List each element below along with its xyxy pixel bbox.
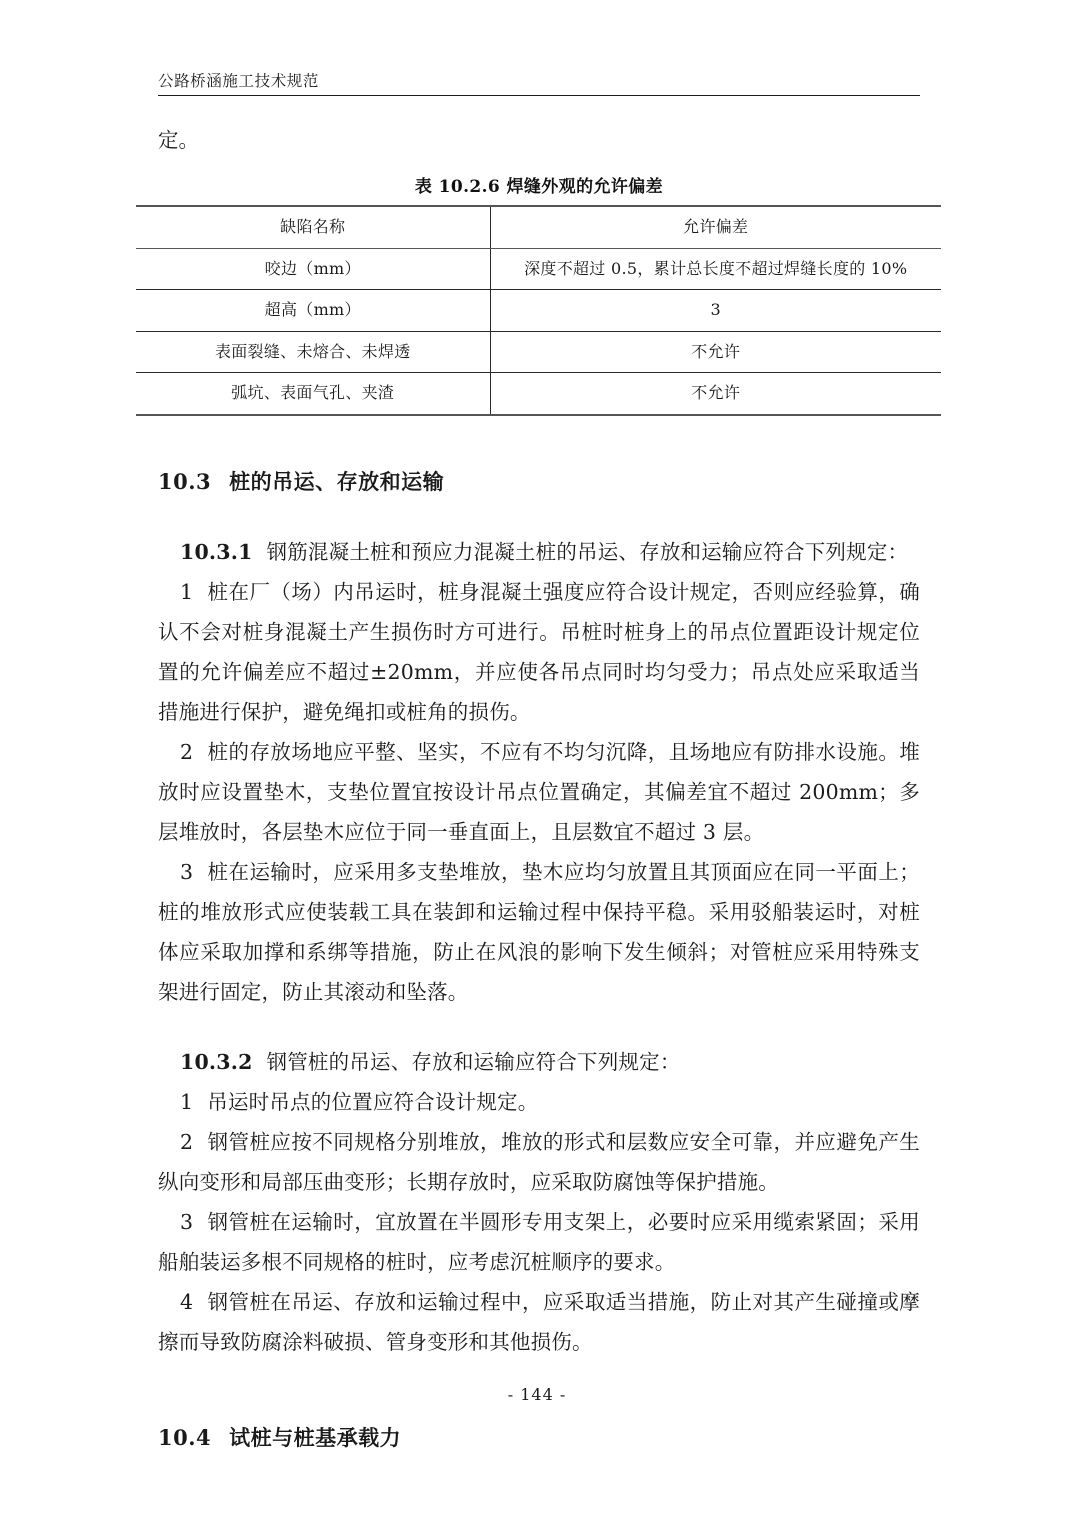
item-number: 1 [180,1089,194,1114]
weld-tolerance-table [136,205,941,416]
section-number: 10.4 [158,1424,212,1450]
section-heading-10-3 [158,462,920,502]
item-text: 钢管桩在吊运、存放和运输过程中，应采取适当措施，防止对其产生碰撞或摩擦而导致防腐涂料破损、管身变形和其他损伤。 [158,1289,920,1354]
item-text: 吊运时吊点的位置应符合设计规定。 [207,1089,539,1114]
item-number: 2 [180,1129,194,1154]
page-content [158,120,920,1458]
table-header-row [136,206,941,248]
item-text: 钢管桩在运输时，宜放置在半圆形专用支架上，必要时应采用缆索紧固；采用船舶装运多根不同规格的桩时，应考虑沉桩顺序的要求。 [158,1209,920,1274]
clause-text: 钢筋混凝土桩和预应力混凝土桩的吊运、存放和运输应符合下列规定： [266,539,909,564]
clause-10-3-1-item-3 [158,852,920,1012]
clause-10-3-1-item-2 [158,732,920,852]
clause-10-3-2-item-2 [158,1122,920,1202]
section-title: 桩的吊运、存放和运输 [229,468,445,494]
section-number: 10.3 [158,468,212,494]
item-number: 1 [180,579,194,604]
clause-number: 10.3.1 [180,539,253,564]
table-cell-defect: 超高（mm） [136,290,490,332]
clause-10-3-1 [158,532,920,572]
table-caption: 表 10.2.6 焊缝外观的允许偏差 [414,177,664,197]
item-text: 桩在厂（场）内吊运时，桩身混凝土强度应符合设计规定，否则应经验算，确认不会对桩身混凝土产生损伤时方可进行。吊桩时桩身上的吊点位置距设计规定位置的允许偏差应不超过±20mm，并应使各吊点同时均匀受力；吊点处应采取适当措施进行保护，避免绳扣或桩角的损伤。 [158,579,920,724]
table-col-header-tolerance: 允许偏差 [490,206,941,248]
page-number: - 144 - [507,1385,567,1404]
item-text: 桩在运输时，应采用多支垫堆放，垫木应均匀放置且其顶面应在同一平面上；桩的堆放形式应使装载工具在装卸和运输过程中保持平稳。采用驳船装运时，对桩体应采取加撑和系绑等措施，防止在风浪的影响下发生倾斜；对管桩应采用特殊支架进行固定，防止其滚动和坠落。 [158,859,920,1004]
table-cell-tolerance: 不允许 [490,331,941,373]
table-cell-defect: 表面裂缝、未熔合、未焊透 [136,331,490,373]
table-col-header-defect: 缺陷名称 [136,206,490,248]
clause-10-3-1-item-1 [158,572,920,732]
table-cell-defect: 弧坑、表面气孔、夹渣 [136,373,490,415]
item-text: 钢管桩应按不同规格分别堆放，堆放的形式和层数应安全可靠，并应避免产生纵向变形和局部压曲变形；长期存放时，应采取防腐蚀等保护措施。 [158,1129,920,1194]
header-rule [158,95,920,96]
clause-10-3-2 [158,1042,920,1082]
clause-10-3-2-item-1 [158,1082,920,1122]
clause-10-3-2-item-3 [158,1202,920,1282]
table-cell-tolerance: 深度不超过 0.5，累计总长度不超过焊缝长度的 10% [490,248,941,290]
item-number: 2 [180,739,194,764]
spacer [158,1012,920,1042]
orphan-line: 定。 [158,128,199,152]
clause-10-3-2-item-4 [158,1282,920,1362]
table-cell-tolerance: 不允许 [490,373,941,415]
item-text: 桩的存放场地应平整、坚实，不应有不均匀沉降，且场地应有防排水设施。堆放时应设置垫木，支垫位置宜按设计吊点位置确定，其偏差宜不超过 200mm；多层堆放时，各层垫木应位于同一垂直面上，且层数宜不超过 3 层。 [158,739,920,844]
table-row [136,248,941,290]
item-number: 3 [180,859,194,884]
running-header-title: 公路桥涵施工技术规范 [158,72,320,90]
table-cell-tolerance: 3 [490,290,941,332]
item-number: 3 [180,1209,194,1234]
item-number: 4 [180,1289,194,1314]
page-footer [0,1385,1074,1404]
spacer [158,502,920,532]
table-block [158,172,920,416]
clause-text: 钢管桩的吊运、存放和运输应符合下列规定： [266,1049,681,1074]
table-row [136,373,941,415]
table-cell-defect: 咬边（mm） [136,248,490,290]
table-row [136,331,941,373]
running-header [158,72,920,96]
section-heading-10-4 [158,1418,920,1458]
spacer [158,416,920,462]
clause-number: 10.3.2 [180,1049,253,1074]
section-title: 试桩与桩基承载力 [229,1424,402,1450]
table-row [136,290,941,332]
